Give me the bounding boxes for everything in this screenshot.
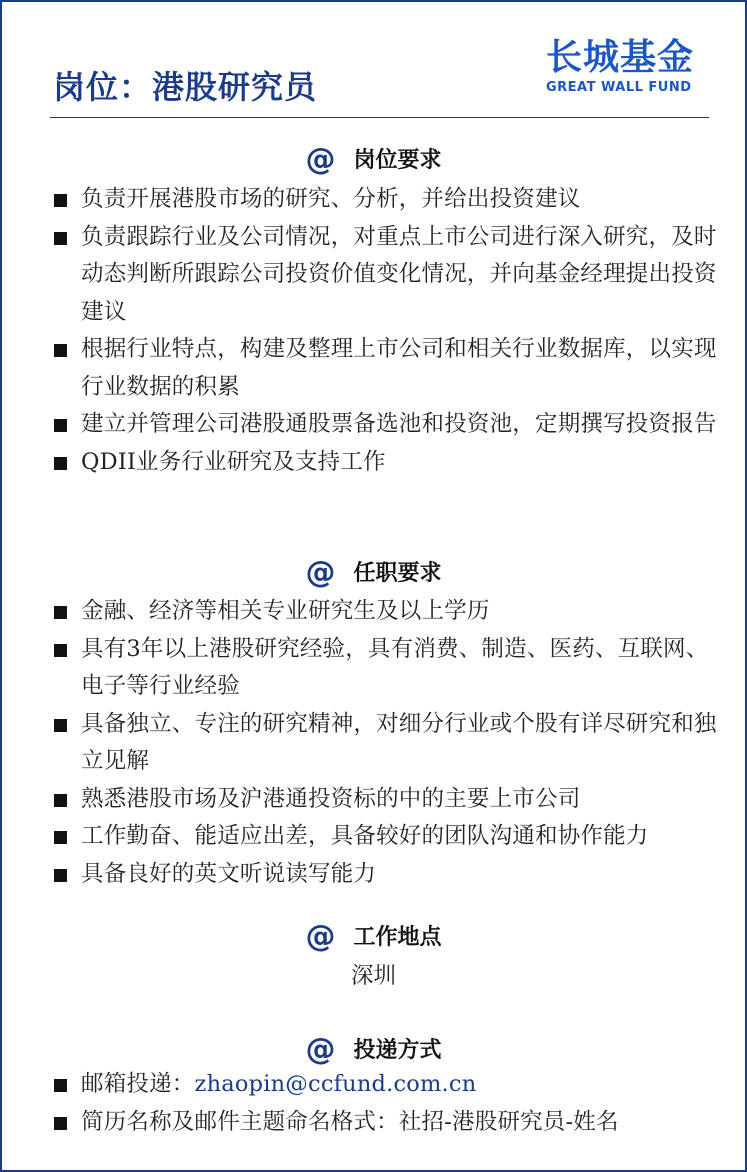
section-heading-apply [0,1032,747,1067]
at-icon: @ [305,1032,336,1067]
list-item: 负责开展港股市场的研究、分析，并给出投资建议 [52,181,724,219]
duties-list [52,181,724,481]
square-bullet-icon [54,457,67,470]
square-bullet-icon [54,719,67,732]
page-title: 岗位：港股研究员 [53,68,318,106]
section-title: 工作地点 [353,925,442,950]
brand-logo [546,38,712,98]
logo-english-name: GREAT WALL FUND [546,80,692,95]
list-item: 负责跟踪行业及公司情况，对重点上市公司进行深入研究，及时动态判断所跟踪公司投资价值变化情况，并向基金经理提出投资建议 [52,219,724,332]
square-bullet-icon [54,794,67,807]
list-item: 熟悉港股市场及沪港通投资标的中的主要上市公司 [52,781,724,819]
list-item: 具备良好的英文听说读写能力 [52,856,724,894]
work-location: 深圳 [350,963,396,989]
square-bullet-icon [54,419,67,432]
email-link[interactable]: zhaopin@ccfund.com.cn [194,1071,477,1097]
at-icon: @ [305,919,336,954]
qualifications-list [52,593,724,893]
section-heading-location [0,919,747,954]
section-heading-duties [0,142,747,177]
square-bullet-icon [54,869,67,882]
square-bullet-icon [54,194,67,207]
apply-list [52,1066,724,1141]
list-item: 工作勤奋、能适应出差，具备较好的团队沟通和协作能力 [52,818,724,856]
list-item [52,1066,724,1104]
header-divider [50,117,709,118]
section-heading-qualifications [0,555,747,590]
list-item: 金融、经济等相关专业研究生及以上学历 [52,593,724,631]
square-bullet-icon [54,1079,67,1092]
list-item: 简历名称及邮件主题命名格式：社招-港股研究员-姓名 [52,1104,724,1142]
list-item: 根据行业特点，构建及整理上市公司和相关行业数据库，以实现行业数据的积累 [52,331,724,406]
list-item: 具备独立、专注的研究精神，对细分行业或个股有详尽研究和独立见解 [52,706,724,781]
square-bullet-icon [54,831,67,844]
email-label: 邮箱投递： [81,1071,195,1097]
list-item: 具有3年以上港股研究经验，具有消费、制造、医药、互联网、电子等行业经验 [52,631,724,706]
square-bullet-icon [54,344,67,357]
at-icon: @ [305,142,336,177]
at-icon: @ [305,555,336,590]
section-title: 岗位要求 [353,148,442,173]
list-item: 建立并管理公司港股通股票备选池和投资池，定期撰写投资报告 [52,406,724,444]
square-bullet-icon [54,1117,67,1130]
section-title: 投递方式 [353,1038,442,1063]
list-item: QDII业务行业研究及支持工作 [52,444,724,482]
square-bullet-icon [54,606,67,619]
square-bullet-icon [54,644,67,657]
square-bullet-icon [54,232,67,245]
logo-chinese-name: 长城基金 [546,37,695,78]
section-title: 任职要求 [353,561,442,586]
